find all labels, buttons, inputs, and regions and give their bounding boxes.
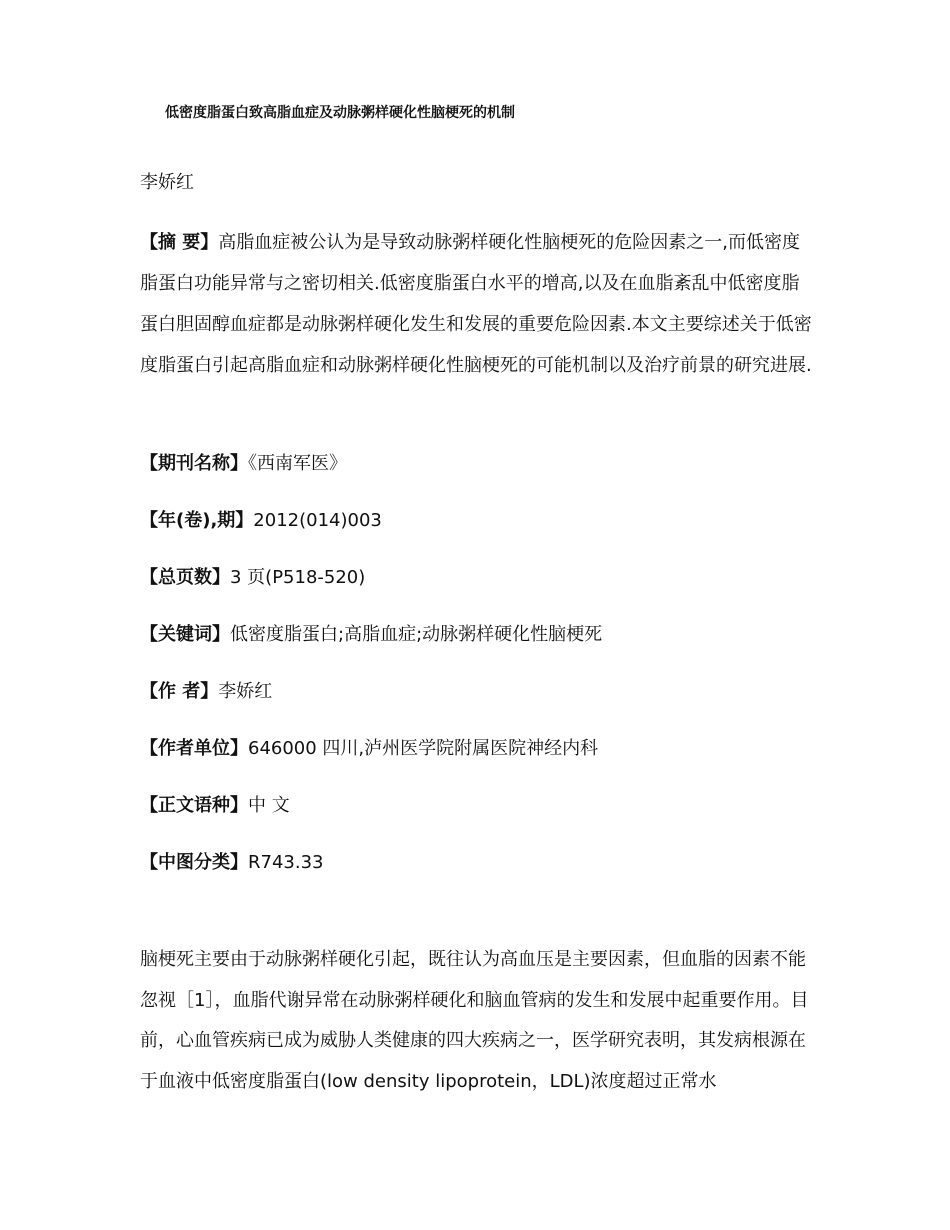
meta-year-volume-issue (140, 506, 382, 532)
meta-label: 【作者单位】 (140, 738, 248, 759)
meta-label: 【年(卷),期】 (140, 510, 254, 531)
meta-journal-name (140, 449, 347, 475)
meta-value: 李娇红 (218, 681, 273, 702)
abstract-paragraph (140, 222, 815, 386)
meta-label: 【正文语种】 (140, 795, 248, 816)
meta-value: 3 页(P518-520) (230, 567, 366, 588)
meta-value: 2012(014)003 (253, 510, 382, 531)
abstract-label: 【摘 要】 (140, 232, 219, 253)
meta-value: 中 文 (248, 795, 290, 816)
meta-value: 低密度脂蛋白;高脂血症;动脉粥样硬化性脑梗死 (230, 624, 603, 645)
meta-label: 【期刊名称】 (140, 453, 248, 474)
meta-label: 【中图分类】 (140, 852, 248, 873)
abstract-text: 高脂血症被公认为是导致动脉粥样硬化性脑梗死的危险因素之一,而低密度脂蛋白功能异常与之密切相关.低密度脂蛋白水平的增高,以及在血脂紊乱中低密度脂蛋白胆固醇血症都是动脉粥样硬化发生和发展的重要危险因素.本文主要综述关于低密度脂蛋白引起高脂血症和动脉粥样硬化性脑梗死的可能机制以及治疗前景的研究进展. (140, 232, 812, 376)
body-paragraph: 脑梗死主要由于动脉粥样硬化引起，既往认为高血压是主要因素，但血脂的因素不能忽视［1］，血脂代谢异常在动脉粥样硬化和脑血管病的发生和发展中起重要作用。目前，心血管疾病已成为威胁人类健康的四大疾病之一，医学研究表明，其发病根源在于血液中低密度脂蛋白(low density lipoprotein，LDL)浓度超过正常水 (140, 949, 809, 1092)
meta-label: 【总页数】 (140, 567, 230, 588)
meta-authors (140, 677, 272, 703)
meta-total-pages (140, 563, 365, 589)
meta-classification (140, 848, 324, 874)
meta-keywords (140, 620, 602, 646)
meta-value: 646000 四川,泸州医学院附属医院神经内科 (248, 738, 599, 759)
meta-label: 【作 者】 (140, 681, 219, 702)
meta-value: 《西南军医》 (248, 453, 347, 474)
author-name: 李娇红 (140, 172, 194, 193)
meta-language (140, 791, 290, 817)
document-title: 低密度脂蛋白致高脂血症及动脉粥样硬化性脑梗死的机制 (165, 105, 515, 121)
meta-affiliation (140, 734, 598, 760)
meta-label: 【关键词】 (140, 624, 230, 645)
meta-value: R743.33 (248, 852, 324, 873)
